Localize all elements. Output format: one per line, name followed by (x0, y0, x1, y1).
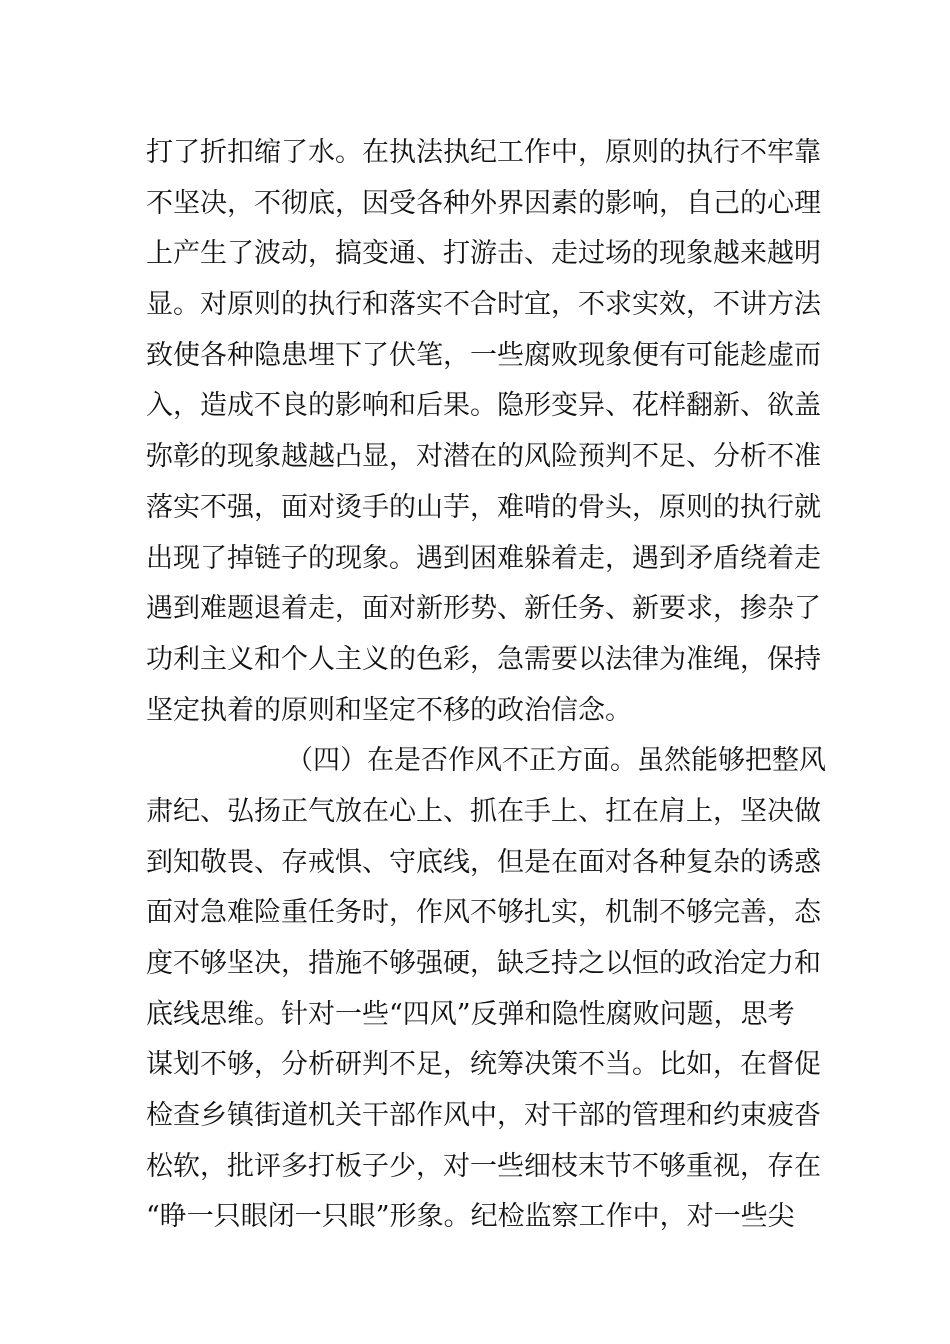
text-line-6: 入，造成不良的影响和后果。隐形变异、花样翻新、欲盖 (146, 390, 821, 422)
text-line-11: 功利主义和个人主义的色彩，急需要以法律为准绳，保持 (146, 643, 821, 675)
text-line-1: 打了折扣缩了水。在执法执纪工作中，原则的执行不牢靠 (146, 137, 821, 168)
text-line-5: 致使各种隐患埋下了伏笔，一些腐败现象便有可能趁虚而 (146, 339, 821, 371)
text-line-7: 弥彰的现象越越凸显，对潜在的风险预判不足、分析不准 (146, 441, 821, 473)
text-line-8: 落实不强，面对烫手的山芋，难啃的骨头，原则的执行就 (146, 491, 821, 523)
text-line-10: 遇到难题退着走，面对新形势、新任务、新要求，掺杂了 (146, 593, 821, 625)
text-line-20: 检查乡镇街道机关干部作风中，对干部的管理和约束疲沓 (146, 1100, 821, 1132)
text-line-4: 显。对原则的执行和落实不合时宜，不求实效，不讲方法 (146, 289, 821, 321)
text-line-14: 肃纪、弘扬正气放在心上、抓在手上、扛在肩上，坚决做 (146, 795, 821, 827)
text-line-12: 坚定执着的原则和坚定不移的政治信念。 (146, 694, 632, 726)
text-line-19: 谋划不够，分析研判不足，统筹决策不当。比如，在督促 (146, 1049, 821, 1081)
text-line-21: 松软，批评多打板子少，对一些细枝末节不够重视，存在 (146, 1150, 821, 1182)
body-text (146, 128, 826, 1243)
section-heading-line: （四）在是否作风不正方面。虽然能够把整风 (286, 745, 826, 777)
text-line-3: 上产生了波动，搞变通、打游击、走过场的现象越来越明 (146, 238, 821, 270)
text-line-22: “睁一只眼闭一只眼”形象。纪检监察工作中，对一些尖 (146, 1201, 795, 1233)
text-line-15: 到知敬畏、存戒惧、守底线，但是在面对各种复杂的诱惑 (146, 846, 821, 878)
text-line-18: 底线思维。针对一些“四风”反弹和隐性腐败问题，思考 (146, 998, 795, 1030)
text-line-9: 出现了掉链子的现象。遇到困难躲着走，遇到矛盾绕着走 (146, 542, 821, 574)
text-line-16: 面对急难险重任务时，作风不够扎实，机制不够完善，态 (146, 897, 821, 929)
text-line-17: 度不够坚决，措施不够强硬，缺乏持之以恒的政治定力和 (146, 948, 821, 979)
text-line-2: 不坚决，不彻底，因受各种外界因素的影响，自己的心理 (146, 187, 821, 219)
